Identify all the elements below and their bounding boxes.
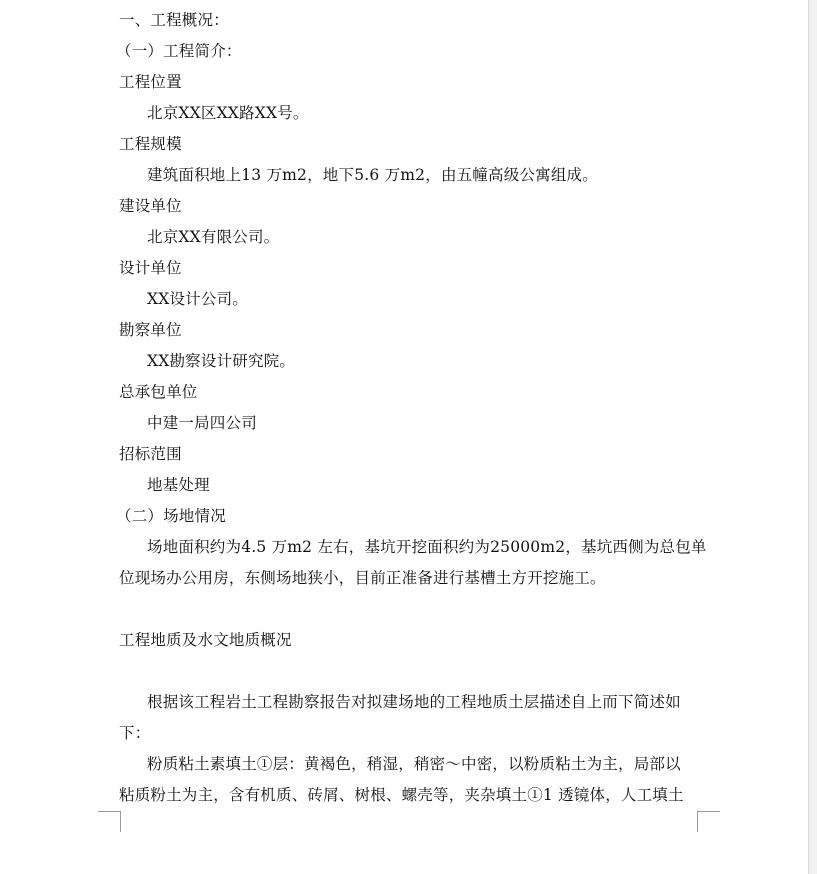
section-heading-overview: 一、工程概况：: [119, 11, 229, 29]
paragraph-geology-line-1: 根据该工程岩土工程勘察报告对拟建场地的工程地质土层描述自上而下简述如: [147, 693, 681, 711]
page-right-gutter: [809, 0, 817, 874]
field-label-general-contractor: 总承包单位: [119, 383, 198, 401]
field-value-survey-unit: XX勘察设计研究院。: [147, 352, 296, 370]
subsection-heading-project-intro: （一）工程简介：: [116, 42, 242, 60]
field-value-project-location: 北京XX区XX路XX号。: [147, 104, 309, 122]
field-value-design-unit: XX设计公司。: [147, 290, 248, 308]
paragraph-soil-layer-line-1: 粉质粘土素填土①层：黄褐色，稍湿，稍密～中密，以粉质粘土为主，局部以: [147, 755, 681, 773]
field-value-construction-unit: 北京XX有限公司。: [147, 228, 280, 246]
field-label-project-scale: 工程规模: [119, 135, 182, 153]
page-corner-marker-right: [697, 811, 720, 832]
field-value-project-scale: 建筑面积地上13 万m2，地下5.6 万m2，由五幢高级公寓组成。: [147, 166, 598, 184]
paragraph-geology-line-2: 下：: [119, 724, 151, 742]
field-label-construction-unit: 建设单位: [119, 197, 182, 215]
paragraph-soil-layer-line-2: 粘质粉土为主，含有机质、砖屑、树根、螺壳等，夹杂填土①1 透镜体，人工填土: [119, 786, 684, 804]
paragraph-site-conditions-line-2: 位现场办公用房，东侧场地狭小，目前正准备进行基槽土方开挖施工。: [119, 569, 606, 587]
paragraph-site-conditions-line-1: 场地面积约为4.5 万m2 左右，基坑开挖面积约为25000m2，基坑西侧为总包单: [147, 538, 707, 556]
field-label-tender-scope: 招标范围: [119, 445, 182, 463]
field-label-design-unit: 设计单位: [119, 259, 182, 277]
section-heading-geology: 工程地质及水文地质概况: [119, 631, 292, 649]
page-corner-marker-left: [98, 811, 121, 832]
field-label-project-location: 工程位置: [119, 73, 182, 91]
subsection-heading-site-conditions: （二）场地情况: [116, 507, 226, 525]
field-value-general-contractor: 中建一局四公司: [147, 414, 257, 432]
field-value-tender-scope: 地基处理: [147, 476, 210, 494]
field-label-survey-unit: 勘察单位: [119, 321, 182, 339]
